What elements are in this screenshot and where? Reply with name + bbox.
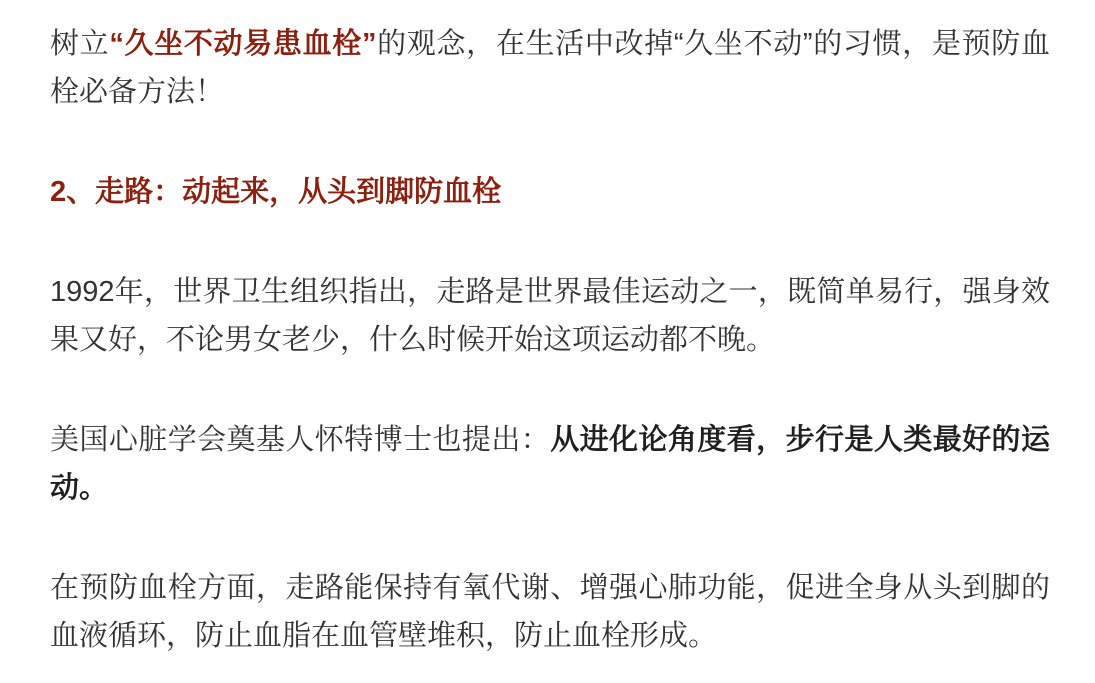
text-segment: 美国心脏学会奠基人怀特博士也提出：: [50, 424, 551, 456]
text-segment: 1992年，世界卫生组织指出，走路是世界最佳运动之一，既简单易行，强身效果又好，不论男女老少，什么时候开始这项运动都不晚。: [50, 276, 1050, 356]
text-segment: 树立: [50, 28, 110, 60]
text-segment: 在预防血栓方面，走路能保持有氧代谢、增强心肺功能，促进全身从头到脚的血液循环，防止血脂在血管壁堆积，防止血栓形成。: [50, 572, 1050, 652]
text-segment: 的观念，在生活中改掉“久坐不动”的习惯，是预防血栓必备方法！: [50, 28, 1050, 108]
paragraph-who-statement: [50, 268, 1050, 364]
section-heading-text: 2、走路：动起来，从头到脚防血栓: [50, 176, 502, 208]
paragraph-intro: [50, 20, 1050, 116]
paragraph-prevention: [50, 564, 1050, 660]
emphasis-bold-phrase: 从进化论角度看，步行是人类最好的运动。: [50, 424, 1050, 504]
highlight-red-phrase: “久坐不动易患血栓”: [109, 28, 377, 60]
section-heading: [50, 168, 1050, 216]
paragraph-white-quote: [50, 416, 1050, 512]
